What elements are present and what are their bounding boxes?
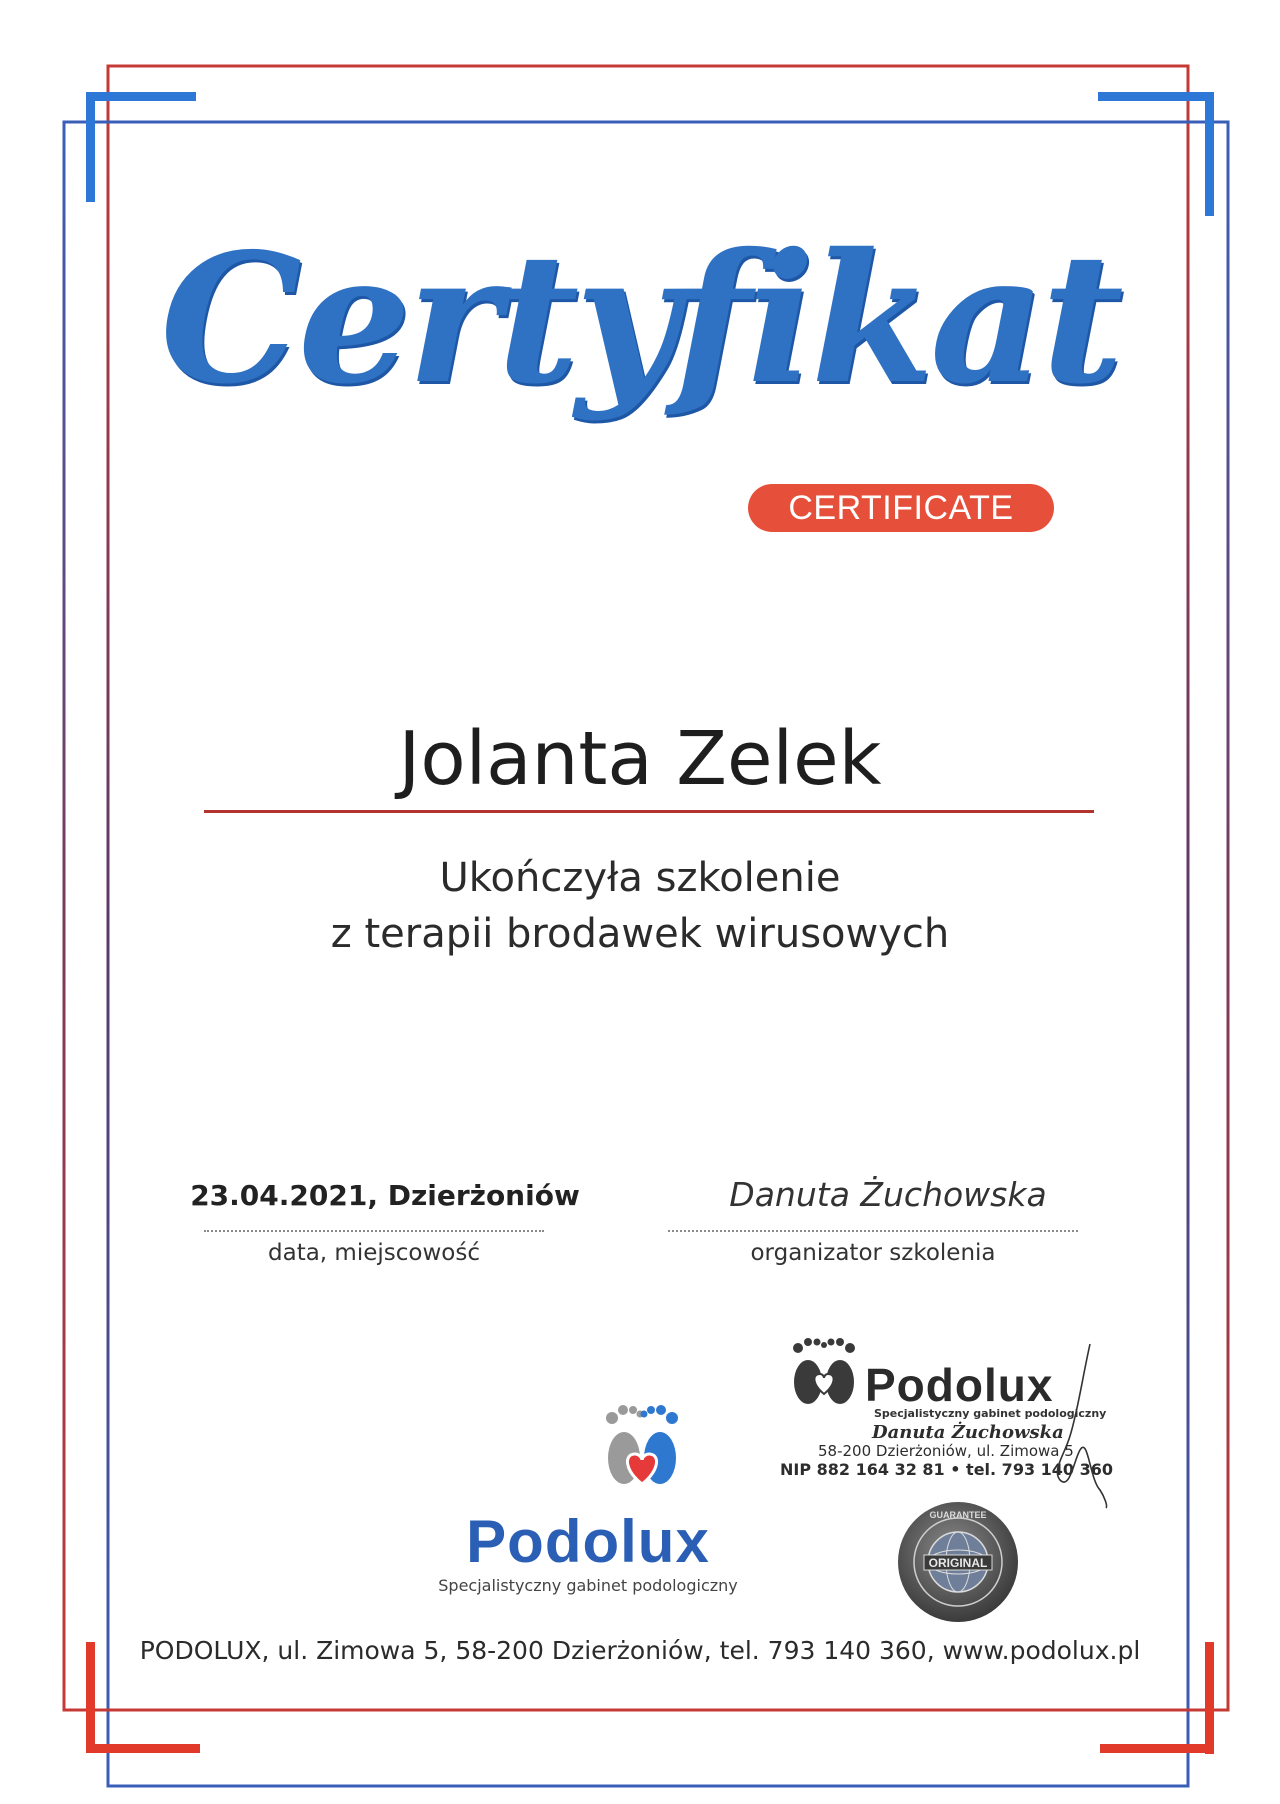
logo-subtitle: Specjalistyczny gabinet podologiczny bbox=[438, 1576, 738, 1595]
description-line-1: Ukończyła szkolenie bbox=[439, 855, 841, 901]
certificate-badge: CERTIFICATE bbox=[748, 484, 1054, 532]
organizer-label: organizator szkolenia bbox=[750, 1240, 996, 1266]
stamp-address: 58-200 Dzierżoniów, ul. Zimowa 5 bbox=[818, 1442, 1074, 1460]
date-place-label: data, miejscowość bbox=[268, 1240, 480, 1266]
footer-contact: PODOLUX, ul. Zimowa 5, 58-200 Dzierżoniów, tel. 793 140 360, www.podolux.pl bbox=[139, 1636, 1141, 1665]
stamp-feet-icon bbox=[784, 1330, 864, 1414]
description-line-2: z terapii brodawek wirusowych bbox=[330, 911, 950, 957]
organizer-signature: Danuta Żuchowska bbox=[729, 1175, 1047, 1214]
stamp-nip-phone: NIP 882 164 32 81 • tel. 793 140 360 bbox=[780, 1460, 1114, 1479]
date-dotted-line bbox=[204, 1230, 544, 1232]
certificate-title: Certyfikat bbox=[160, 214, 1120, 423]
seal-center-text: ORIGINAL bbox=[928, 1556, 988, 1570]
organizer-dotted-line bbox=[668, 1230, 1078, 1232]
handwritten-signature bbox=[1030, 1340, 1130, 1510]
seal-ring-text: GUARANTEE bbox=[929, 1510, 987, 1520]
podolux-feet-logo-icon bbox=[594, 1392, 690, 1504]
stamp-owner: Danuta Żuchowska bbox=[872, 1422, 1064, 1443]
name-underline bbox=[204, 810, 1094, 813]
logo-brand: Podolux bbox=[466, 1508, 710, 1575]
stamp-subtitle: Specjalistyczny gabinet podologiczny bbox=[874, 1407, 1107, 1420]
recipient-name: Jolanta Zelek bbox=[398, 716, 882, 802]
date-place-value: 23.04.2021, Dzierżoniów bbox=[190, 1179, 580, 1212]
original-guarantee-seal-icon bbox=[896, 1500, 1020, 1624]
stamp-brand: Podolux bbox=[865, 1359, 1054, 1411]
